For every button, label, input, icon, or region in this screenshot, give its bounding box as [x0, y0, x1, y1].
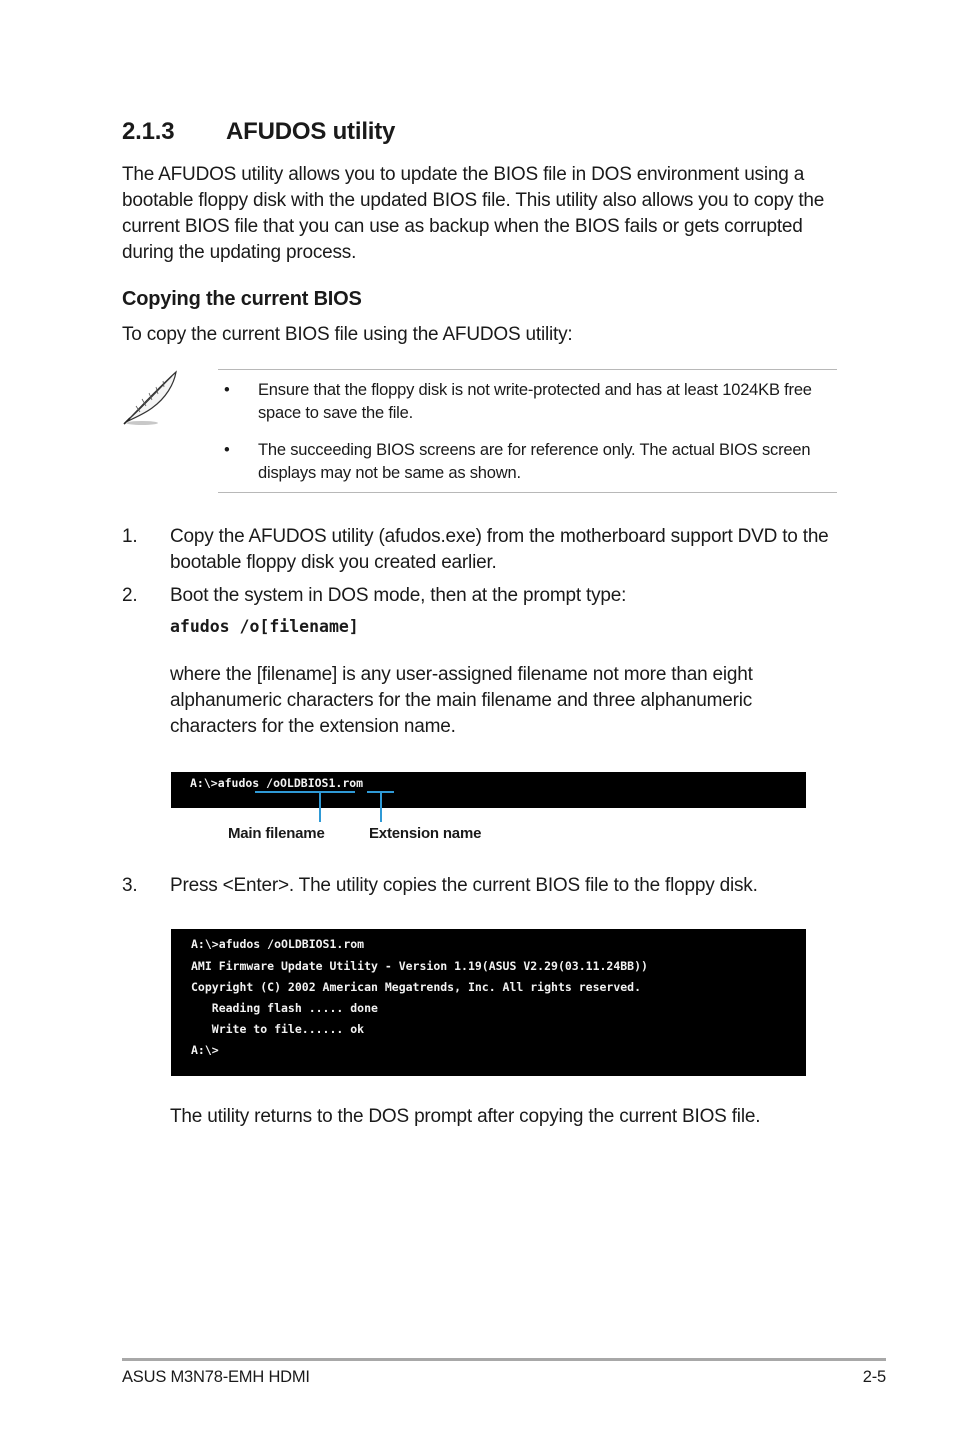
terminal-line: A:\>afudos /oOLDBIOS1.rom [190, 776, 364, 790]
note-box [218, 369, 837, 493]
step-number: 2. [122, 585, 138, 606]
page-number: 2-5 [862, 1368, 886, 1386]
section-heading [122, 118, 395, 146]
step-text: Boot the system in DOS mode, then at the prompt type: [170, 585, 627, 606]
section-number: 2.1.3 [122, 118, 175, 145]
terminal-line: Copyright (C) 2002 American Megatrends, Inc. All rights reserved. [191, 980, 642, 994]
lead-paragraph: To copy the current BIOS file using the AFUDOS utility: [122, 324, 573, 345]
step-text: Copy the AFUDOS utility (afudos.exe) from the motherboard support DVD to the bootable floppy disk you created earlier. [170, 526, 829, 573]
terminal-line: Write to file...... ok [191, 1022, 365, 1036]
footer-product-name: ASUS M3N78-EMH HDMI [122, 1368, 310, 1386]
terminal-line: Reading flash ..... done [191, 1001, 378, 1015]
where-paragraph: where the [filename] is any user-assigned filename not more than eight alphanumeric characters for the main filename and three alphanumeric characters for the extension name. [170, 664, 753, 737]
terminal-line: A:\> [191, 1043, 219, 1057]
main-filename-label: Main filename [228, 825, 325, 842]
subsection-heading: Copying the current BIOS [122, 288, 362, 310]
feather-pen-icon [120, 368, 182, 426]
command-syntax: afudos /o[filename] [170, 617, 359, 636]
intro-paragraph: The AFUDOS utility allows you to update the BIOS file in DOS environment using a bootable floppy disk with the updated BIOS file. This utility also allows you to copy the current BIOS file that you can use as backup when the BIOS fails or gets corrupted during the updating process. [122, 164, 825, 263]
terminal-line: AMI Firmware Update Utility - Version 1.19(ASUS V2.29(03.11.24BB)) [191, 959, 648, 973]
section-title: AFUDOS utility [226, 118, 396, 145]
footer-divider [122, 1358, 886, 1361]
closing-paragraph: The utility returns to the DOS prompt after copying the current BIOS file. [170, 1106, 761, 1127]
step-number: 3. [122, 875, 138, 896]
terminal-output-screen [171, 929, 806, 1076]
step-number: 1. [122, 526, 138, 547]
filename-callouts [250, 790, 400, 824]
note-text: The succeeding BIOS screens are for reference only. The actual BIOS screen displays may not be same as shown. [258, 441, 811, 482]
bullet: • [224, 381, 230, 399]
note-text: Ensure that the floppy disk is not write-protected and has at least 1024KB free space to save the file. [258, 381, 812, 422]
step-text: Press <Enter>. The utility copies the current BIOS file to the floppy disk. [170, 875, 758, 896]
terminal-line: A:\>afudos /oOLDBIOS1.rom [191, 937, 365, 951]
extension-name-label: Extension name [369, 825, 482, 842]
bullet: • [224, 441, 230, 459]
